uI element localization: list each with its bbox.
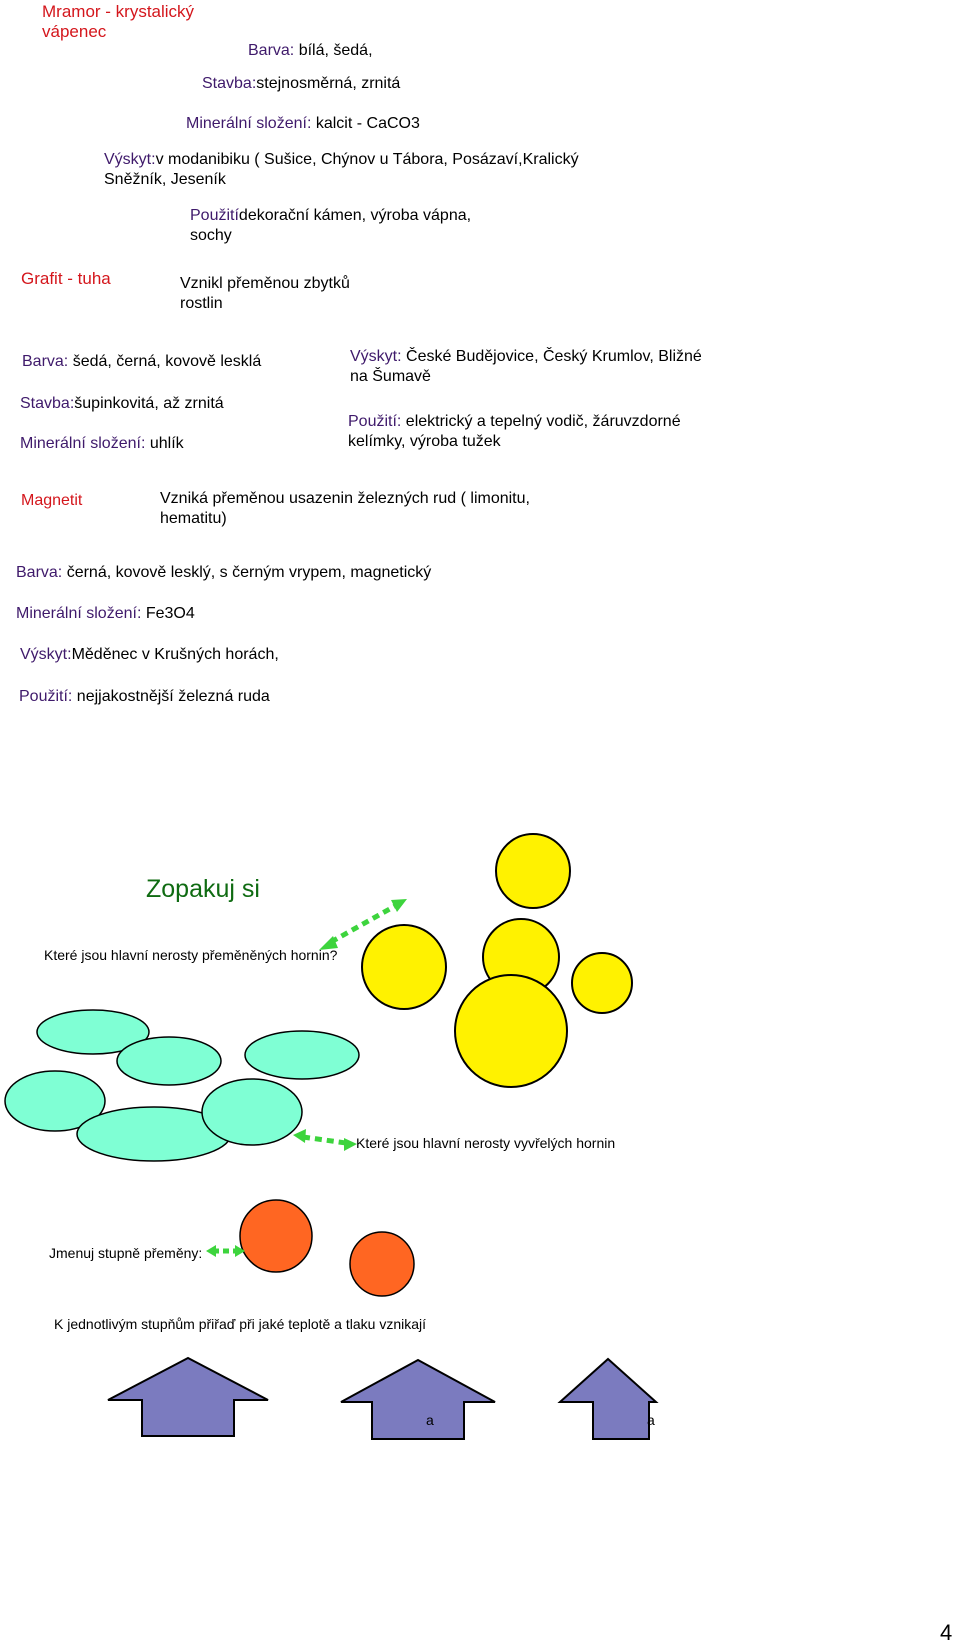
graphite-color-value: šedá, černá, kovově lesklá (68, 353, 262, 370)
aqua-ellipse (245, 1031, 359, 1079)
yellow-circle (496, 834, 570, 908)
arrowhead-icon (293, 1129, 306, 1143)
pointer-arrow-igneous (303, 1137, 346, 1143)
marble-structure-value: stejnosměrná, zrnitá (256, 75, 401, 92)
marble-title-line1: Mramor - krystalický (42, 2, 195, 21)
magnetite-use-label: Použití: (19, 688, 73, 705)
marble-mineral-label: Minerální složení: (186, 115, 312, 132)
marble-color-label: Barva: (248, 42, 295, 59)
magnetite-occurrence-label: Výskyt: (20, 646, 72, 663)
up-arrow-stage-1 (108, 1358, 268, 1436)
question-metamorphism-stages: Jmenuj stupně přeměny: (49, 1245, 203, 1261)
aqua-ellipse (202, 1079, 302, 1145)
graphite-use-value-1: elektrický a tepelný vodič, žáruvzdorné (401, 413, 681, 430)
marble-occurrence-label: Výskyt: (104, 151, 156, 168)
magnetite-use-value: nejjakostnější železná ruda (72, 688, 270, 705)
page-number: 4 (940, 1620, 953, 1645)
graphite-mineral-label: Minerální složení: (20, 435, 146, 452)
up-arrow-stage-2 (341, 1360, 495, 1439)
magnetite-origin-2: hematitu) (160, 510, 227, 527)
magnetite-title: Magnetit (21, 492, 83, 509)
marble-mineral-value: kalcit - CaCO3 (311, 115, 420, 132)
graphite-mineral-value: uhlík (145, 435, 184, 452)
marble-use-value-2: sochy (190, 227, 232, 244)
graphite-title: Grafit - tuha (21, 269, 111, 288)
graphite-color-label: Barva: (22, 353, 69, 370)
yellow-circle (455, 975, 567, 1087)
up-arrow-stage-3 (560, 1359, 656, 1439)
marble-title-line2: vápenec (42, 22, 107, 41)
graphite-origin-1: Vznikl přeměnou zbytků (180, 275, 350, 292)
yellow-circle (572, 953, 632, 1013)
review-title: Zopakuj si (146, 875, 260, 903)
orange-circle (350, 1232, 414, 1296)
magnetite-occurrence-value: Měděnec v Krušných horách, (71, 646, 279, 663)
marble-use-value-1: dekorační kámen, výroba vápna, (238, 207, 472, 224)
graphite-occurrence-label: Výskyt: (350, 348, 402, 365)
marble-occurrence-value-2: Sněžník, Jeseník (104, 171, 226, 188)
magnetite-color-label: Barva: (16, 564, 63, 581)
question-assign-temperature-pressure: K jednotlivým stupňům přiřaď při jaké teplotě a tlaku vznikají (54, 1316, 426, 1332)
graphite-use-label: Použití: (348, 413, 402, 430)
arrowhead-icon (206, 1245, 216, 1257)
arrow-fragment-text: a (426, 1412, 434, 1428)
graphite-structure-label: Stavba: (20, 395, 75, 412)
marble-occurrence-value-1: v modanibiku ( Sušice, Chýnov u Tábora, Posázaví,Kralický (155, 151, 579, 168)
graphite-occurrence-value-2: na Šumavě (350, 368, 431, 385)
magnetite-origin-1: Vzniká přeměnou usazenin železných rud ( limonitu, (160, 490, 530, 507)
marble-use-label: Použití (190, 207, 239, 224)
aqua-ellipse (117, 1037, 221, 1085)
graphite-occurrence-value-1: České Budějovice, Český Krumlov, Bližné (401, 348, 702, 365)
magnetite-mineral-value: Fe3O4 (141, 605, 195, 622)
graphite-structure-value: šupinkovitá, až zrnitá (74, 395, 224, 412)
question-metamorphic-minerals: Které jsou hlavní nerosty přeměněných hornin? (44, 947, 338, 963)
arrow-fragment-text: a (647, 1412, 655, 1428)
yellow-circle (362, 925, 446, 1009)
graphite-origin-2: rostlin (180, 295, 223, 312)
orange-circle (240, 1200, 312, 1272)
magnetite-color-value: černá, kovově lesklý, s černým vrypem, magnetický (62, 564, 432, 581)
graphite-use-value-2: kelímky, výroba tužek (348, 433, 501, 450)
marble-color-value: bílá, šedá, (294, 42, 373, 59)
question-igneous-minerals: Které jsou hlavní nerosty vyvřelých hornin (356, 1135, 616, 1151)
marble-structure-label: Stavba: (202, 75, 257, 92)
magnetite-mineral-label: Minerální složení: (16, 605, 142, 622)
